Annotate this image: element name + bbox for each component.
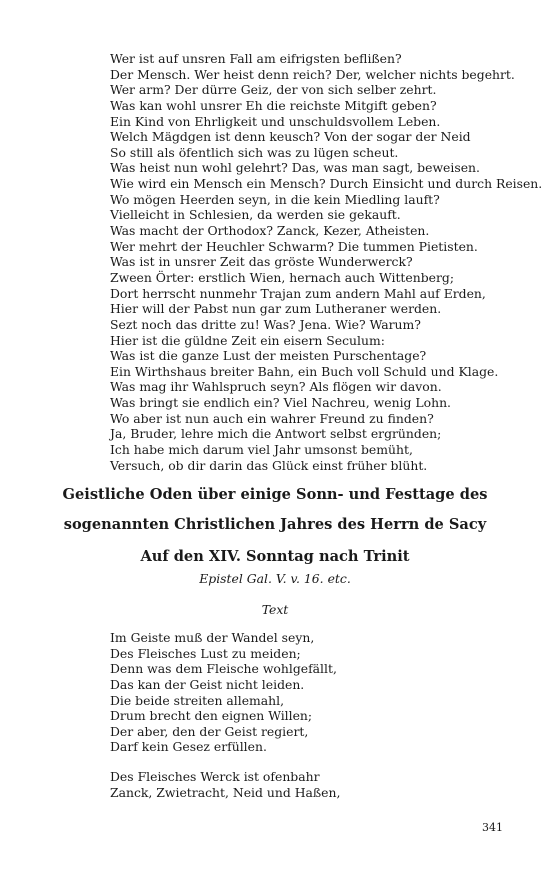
poem-line: Was heist nun wohl gelehrt? Das, was man sagt, beweisen. — [110, 160, 480, 176]
poem-line: Sezt noch das dritte zu! Was? Jena. Wie? Warum? — [110, 316, 421, 332]
poem-line: Wo mögen Heerden seyn, in die kein Miedling lauft? — [110, 191, 440, 207]
stanza-line: Der aber, den der Geist regiert, — [110, 723, 309, 739]
poem-line: Wer ist auf unsren Fall am eifrigsten beflißen? — [110, 51, 402, 66]
epistle-reference: Epistel Gal. V. v. 16. etc. — [199, 571, 351, 586]
poem-line: Zween Örter: erstlich Wien, hernach auch Wittenberg; — [110, 269, 455, 285]
poem-line: Wer mehrt der Heuchler Schwarm? Die tummen Pietisten. — [110, 238, 478, 254]
poem-line: So still als öfentlich sich was zu lügen scheut. — [110, 144, 399, 160]
stanza-two — [110, 769, 530, 800]
text-label: Text — [261, 602, 289, 617]
poem-line: Was ist die ganze Lust der meisten Purschentage? — [110, 348, 427, 364]
poem-line: Was ist in unsrer Zeit das gröste Wunderwerck? — [110, 254, 413, 270]
poem-line: Was kan wohl unsrer Eh die reichste Mitgift geben? — [110, 97, 437, 113]
stanza-line: Des Fleisches Lust zu meiden; — [110, 645, 301, 661]
stanza-line: Des Fleisches Werck ist ofenbahr — [110, 769, 320, 784]
poem-text — [110, 51, 543, 473]
stanza-line: Zanck, Zwietracht, Neid und Haßen, — [110, 784, 341, 800]
stanza-line: Die beide streiten allemahl, — [110, 692, 285, 708]
poem-line: Wo aber ist nun auch ein wahrer Freund zu finden? — [110, 410, 434, 426]
page-number: 341 — [482, 821, 503, 834]
stanza-line: Drum brecht den eignen Willen; — [110, 708, 313, 724]
stanza-line: Das kan der Geist nicht leiden. — [110, 676, 305, 692]
poem-line: Hier ist die güldne Zeit ein eisern Seculum: — [110, 332, 385, 348]
poem-line: Ja, Bruder, lehre mich die Antwort selbst ergründen; — [110, 426, 442, 442]
poem-line: Wer arm? Der dürre Geiz, der von sich selber zehrt. — [110, 82, 437, 98]
poem-line: Hier will der Pabst nun gar zum Lutheraner werden. — [110, 301, 442, 317]
poem-line: Ein Wirthshaus breiter Bahn, ein Buch voll Schuld und Klage. — [110, 363, 499, 379]
poem-line: Was bringt sie endlich ein? Viel Nachreu, wenig Lohn. — [110, 395, 451, 411]
poem-line: Versuch, ob dir darin das Glück einst früher blüht. — [110, 457, 428, 473]
poem-line: Ein Kind von Ehrligkeit und unschuldsvollem Leben. — [110, 113, 441, 129]
poem-line: Was mag ihr Wahlspruch seyn? Als flögen wir davon. — [110, 379, 442, 395]
poem-line: Vielleicht in Schlesien, da werden sie gekauft. — [110, 207, 401, 223]
section-heading: Geistliche Oden über einige Sonn- und Festtage des — [62, 486, 488, 503]
ode-title: Auf den XIV. Sonntag nach Trinit — [140, 548, 410, 565]
stanza-line: Darf kein Gesez erfüllen. — [110, 739, 267, 755]
stanza-line: Im Geiste muß der Wandel seyn, — [110, 630, 315, 645]
poem-line: Dort herrscht nunmehr Trajan zum andern Mahl auf Erden, — [110, 285, 486, 301]
poem-line: Welch Mägdgen ist denn keusch? Von der sogar der Neid — [110, 129, 471, 145]
poem-line: Was macht der Orthodox? Zanck, Kezer, Atheisten. — [110, 223, 430, 239]
poem-line: Wie wird ein Mensch ein Mensch? Durch Einsicht und durch Reisen. — [110, 176, 543, 192]
poem-line: Der Mensch. Wer heist denn reich? Der, welcher nichts begehrt. — [110, 66, 515, 82]
poem-line: Ich habe mich darum viel Jahr umsonst bemüht, — [110, 442, 413, 458]
stanza-one — [110, 630, 530, 755]
stanza-line: Denn was dem Fleische wohlgefällt, — [110, 661, 337, 677]
section-heading: sogenannten Christlichen Jahres des Herrn de Sacy — [63, 516, 487, 533]
